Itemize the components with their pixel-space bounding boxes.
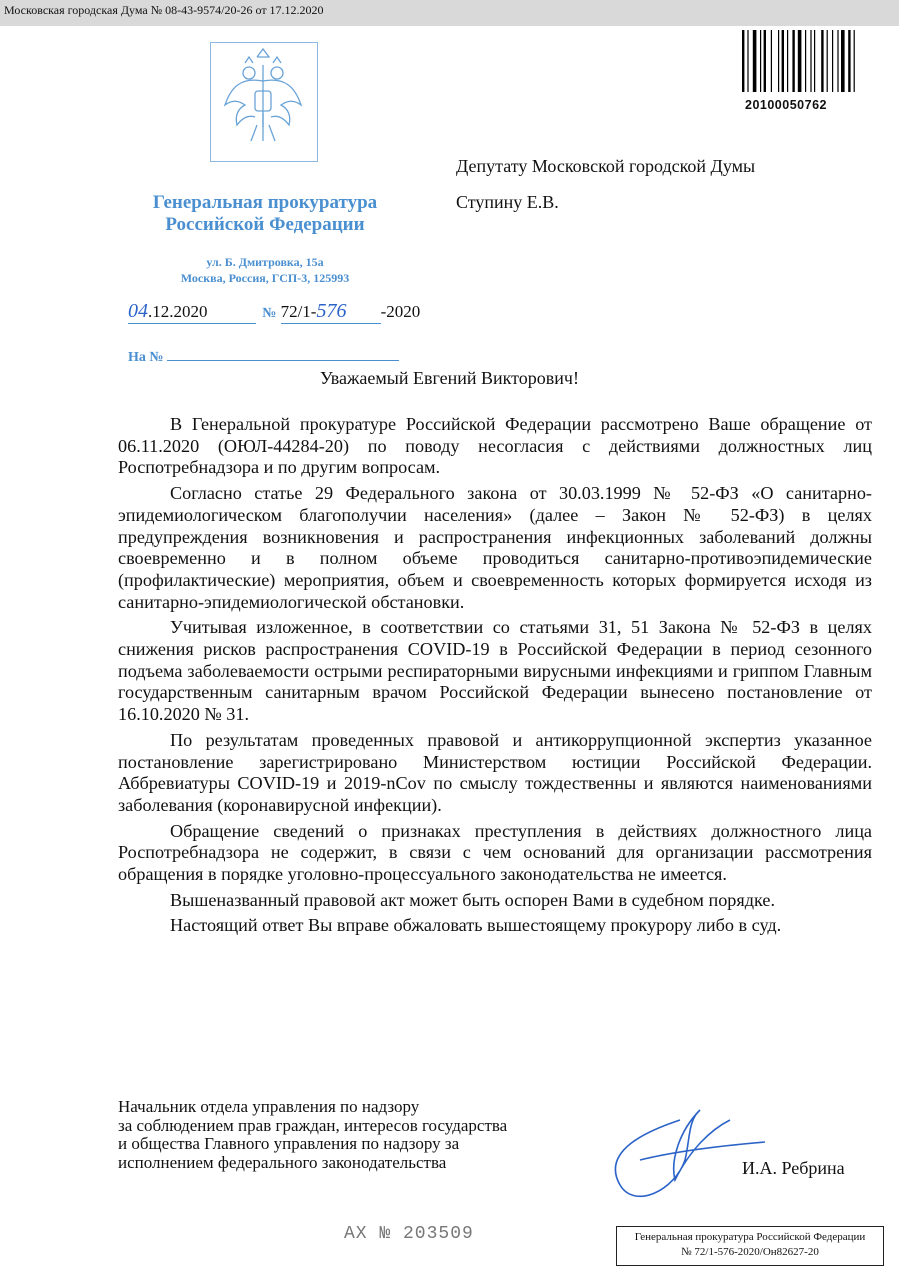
handwritten-signature bbox=[580, 1090, 780, 1210]
body-paragraph: Настоящий ответ Вы вправе обжаловать вышестоящему прокурору либо в суд. bbox=[170, 915, 782, 936]
signatory-position-line: и общества Главного управления по надзору за bbox=[118, 1134, 460, 1153]
signatory-name: И.А. Ребрина bbox=[742, 1158, 845, 1178]
outgoing-date-rest: .12.2020 bbox=[148, 302, 208, 321]
sender-address-line1: ул. Б. Дмитровка, 15а bbox=[206, 255, 324, 269]
registration-header-text: Московская городская Дума № 08-43-9574/20-26 от 17.12.2020 bbox=[4, 3, 324, 17]
outgoing-number-suffix: -2020 bbox=[380, 302, 421, 321]
sender-address-line2: Москва, Россия, ГСП-3, 125993 bbox=[180, 271, 350, 285]
signatory-position bbox=[118, 1098, 507, 1172]
body-paragraph: Учитывая изложенное, в соответствии со статьями 31, 51 Закона № 52-ФЗ в целях снижения рисков распространения COVID-19 в Российской Федерации в период сезонного подъема заболеваемости острыми респираторными вирусными инфекциями и гриппом Главным государственным санитарным врачом Российской Федерации вынесено постановление от 16.10.2020 № 31. bbox=[118, 617, 872, 725]
coat-of-arms-frame bbox=[210, 42, 318, 162]
sender-organization bbox=[120, 192, 410, 236]
registration-header-bar bbox=[0, 0, 899, 26]
signatory-position-line: за соблюдением прав граждан, интересов государства bbox=[118, 1115, 508, 1135]
outgoing-registration bbox=[128, 300, 420, 324]
sender-org-line1: Генеральная прокуратура bbox=[152, 192, 378, 213]
body-paragraph: В Генеральной прокуратуре Российской Федерации рассмотрено Ваше обращение от 06.11.2020 (ОЮЛ-44284-20) по поводу несогласия с действиями должностных лиц Роспотребнадзора и по другим вопросам. bbox=[118, 414, 872, 478]
outgoing-number-field bbox=[281, 300, 381, 324]
body-paragraph: Обращение сведений о признаках преступления в действиях должностного лица Роспотребнадзора не содержит, в связи с чем оснований для организации рассмотрения обращения в порядке уголовно-процессуального законодательства не имеется. bbox=[118, 820, 872, 885]
form-number: АХ № 203509 bbox=[344, 1224, 474, 1244]
outgoing-number-handwritten: 576 bbox=[316, 300, 347, 322]
barcode-number: 20100050762 bbox=[745, 98, 827, 112]
outgoing-number-prefix: 72/1- bbox=[280, 302, 317, 321]
salutation: Уважаемый Евгений Викторович! bbox=[320, 368, 579, 388]
sender-address bbox=[120, 254, 410, 286]
recipient-line1: Депутату Московской городской Думы bbox=[456, 156, 756, 176]
stamp-line1: Генеральная прокуратура Российской Федерации bbox=[634, 1231, 866, 1243]
body-paragraph: По результатам проведенных правовой и антикоррупционной экспертиз указанное постановление зарегистрировано Министерством юстиции Российской Федерации. Аббревиатуры COVID-19 и 2019-nCov по смыслу тождественны и являются наименованиями заболевания (коронавирусной инфекции). bbox=[118, 729, 872, 815]
double-headed-eagle-icon bbox=[211, 43, 316, 160]
registration-stamp bbox=[616, 1226, 884, 1266]
reply-to-blank bbox=[167, 346, 399, 361]
recipient-line2: Ступину Е.В. bbox=[456, 192, 559, 212]
signatory-position-line: исполнением федерального законодательства bbox=[118, 1152, 447, 1172]
outgoing-date-field bbox=[128, 300, 256, 324]
reply-to-line bbox=[128, 346, 399, 366]
barcode-image bbox=[740, 30, 892, 94]
signatory-position-line: Начальник отдела управления по надзору bbox=[118, 1097, 420, 1116]
outgoing-number-label: № bbox=[262, 306, 277, 321]
body-paragraph: Вышеназванный правовой акт может быть оспорен Вами в судебном порядке. bbox=[170, 889, 776, 910]
letter-body bbox=[118, 414, 872, 941]
body-paragraph: Согласно статье 29 Федерального закона от 30.03.1999 № 52-ФЗ «О санитарно-эпидемиологическом благополучии населения» (далее – Закон № 52-ФЗ) в целях предупреждения возникновения и распространения инфекционных заболеваний должны своевременно и в полном объеме проводиться санитарно-противоэпидемические (профилактические) мероприятия, объем и своевременность которых формируется исходя из санитарно-эпидемиологической обстановки. bbox=[118, 483, 872, 612]
reply-to-label: На № bbox=[128, 350, 164, 365]
stamp-line2: № 72/1-576-2020/Он82627-20 bbox=[681, 1246, 819, 1258]
outgoing-day-handwritten: 04 bbox=[128, 300, 148, 322]
sender-org-line2: Российской Федерации bbox=[165, 214, 365, 235]
